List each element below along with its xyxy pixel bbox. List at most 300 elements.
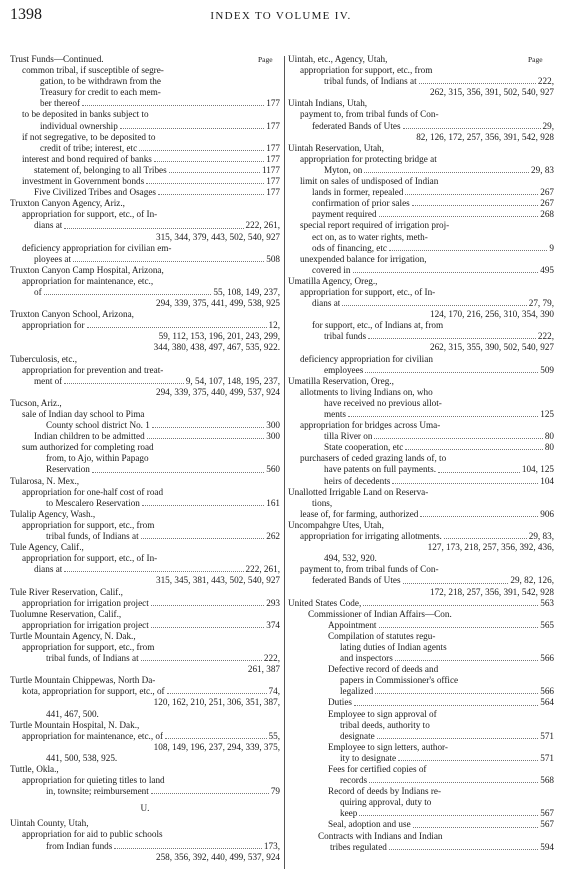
dot-leader bbox=[364, 171, 529, 173]
page-reference: 300 bbox=[266, 420, 280, 431]
index-entry-line: purchasers of ceded grazing lands of, to bbox=[300, 453, 447, 464]
index-entry-row bbox=[288, 686, 554, 697]
right-page-column-label: Page bbox=[528, 55, 543, 64]
index-entry-line: Tularosa, N. Mex., bbox=[10, 475, 80, 486]
entry-text: dians at bbox=[312, 298, 341, 309]
index-entry-row bbox=[10, 287, 280, 298]
dot-leader bbox=[154, 160, 264, 162]
entry-text: Duties bbox=[328, 697, 352, 708]
index-entry-line: for support, etc., of Indians at, from bbox=[312, 320, 444, 331]
page-reference: 177 bbox=[266, 153, 280, 164]
index-entry-line: Truxton Canyon School, Arizona, bbox=[10, 309, 134, 320]
page-reference: 565 bbox=[540, 619, 554, 630]
entry-text: lands in former, repealed bbox=[312, 187, 404, 198]
index-entry-line: payment to, from tribal funds of Con- bbox=[300, 109, 439, 120]
index-entry-row bbox=[288, 165, 554, 176]
index-entry-line: quiring approval, duty to bbox=[340, 797, 432, 808]
page-reference: 267 bbox=[540, 187, 554, 198]
dot-leader bbox=[420, 515, 538, 517]
page-reference: 566 bbox=[540, 653, 554, 664]
entry-text: confirmation of prior sales bbox=[312, 198, 410, 209]
entry-text: covered in bbox=[312, 264, 351, 275]
index-entry-line: Defective record of deeds and bbox=[328, 664, 439, 675]
index-entry-line: Unallotted Irrigable Land on Reserva- bbox=[288, 486, 429, 497]
index-entry-row bbox=[288, 620, 554, 631]
index-entry-line: appropriation for support, etc., of In- bbox=[22, 553, 158, 564]
page-reference-continuation: 82, 126, 172, 257, 356, 391, 542, 928 bbox=[416, 131, 554, 142]
index-entry-line: appropriation for aid to public schools bbox=[22, 829, 163, 840]
page-reference: 568 bbox=[540, 775, 554, 786]
page-reference-continuation: 59, 112, 153, 196, 201, 243, 299, bbox=[158, 331, 280, 342]
index-entry-line: sale of Indian day school to Pima bbox=[22, 409, 145, 419]
page-reference: 268 bbox=[540, 209, 554, 220]
index-entry-line: Turtle Mountain Chippewas, North Da- bbox=[10, 675, 156, 686]
index-entry-line: Fees for certified copies of bbox=[328, 764, 427, 774]
index-entry-line: from, to Ajo, within Papago bbox=[46, 453, 149, 464]
entry-text: ment of bbox=[34, 375, 63, 386]
index-entry-line: appropriation for support, etc., from bbox=[22, 519, 155, 530]
dot-leader bbox=[82, 104, 264, 106]
entry-text: legalized bbox=[340, 686, 374, 697]
page-reference: 222, 261, bbox=[245, 220, 280, 231]
index-entry-line: Uintah Reservation, Utah, bbox=[288, 142, 384, 153]
entry-text: records bbox=[340, 775, 368, 786]
entry-text: dians at bbox=[34, 564, 63, 575]
index-entry-line: Umatilla Agency, Oreg., bbox=[288, 275, 378, 286]
index-entry-row bbox=[10, 154, 280, 165]
page-reference: 27, 79, bbox=[528, 298, 554, 309]
index-entry-row bbox=[288, 187, 554, 198]
page-reference: 177 bbox=[266, 98, 280, 109]
entry-text: investment in Government bonds bbox=[22, 176, 145, 187]
page-reference: 177 bbox=[266, 120, 280, 131]
dot-leader bbox=[158, 193, 264, 195]
index-entry-row bbox=[288, 464, 554, 475]
index-entry-row bbox=[10, 564, 280, 575]
index-entry-line: appropriation for support, etc., of In- bbox=[300, 286, 436, 297]
index-entry-row bbox=[10, 254, 280, 265]
index-entry-line: Truxton Canyon Agency, Ariz., bbox=[10, 198, 125, 209]
dot-leader bbox=[120, 127, 264, 129]
index-entry-line: papers in Commissioner's office bbox=[340, 675, 459, 686]
entry-text: State cooperation, etc bbox=[324, 442, 404, 453]
index-entry-line: special report required of irrigation proj- bbox=[300, 220, 450, 231]
index-entry-line: lating duties of Indian agents bbox=[340, 641, 447, 652]
page-reference: 104, 125 bbox=[521, 464, 554, 475]
index-entry-line: appropriation for maintenance, etc., bbox=[22, 275, 154, 286]
index-entry-line: Treasury for credit to each mem- bbox=[40, 87, 161, 98]
page-reference-continuation: 344, 380, 438, 497, 467, 535, 922. bbox=[153, 342, 280, 353]
entry-text: tribes regulated bbox=[330, 841, 387, 852]
page-reference: 906 bbox=[540, 508, 554, 519]
entry-text: tribal funds, of Indians at bbox=[324, 76, 417, 87]
dot-leader bbox=[151, 604, 264, 606]
dot-leader bbox=[419, 82, 536, 84]
page-reference: 55, 108, 149, 237, bbox=[213, 286, 280, 297]
index-entry-row bbox=[10, 376, 280, 387]
index-entry-row bbox=[288, 598, 554, 609]
dot-leader bbox=[403, 582, 509, 584]
index-entry-line: appropriation for support, etc., from bbox=[300, 65, 433, 76]
dot-leader bbox=[141, 659, 262, 661]
index-entry-row bbox=[288, 198, 554, 209]
index-entry-line: 494, 532, 920. bbox=[324, 553, 377, 564]
index-entry-line: Turtle Mountain Hospital, N. Dak., bbox=[10, 719, 140, 730]
index-entry-row bbox=[288, 298, 554, 309]
page-reference: 80 bbox=[544, 442, 554, 453]
entry-text: to Mescalero Reservation bbox=[46, 497, 140, 508]
page-reference: 125 bbox=[540, 409, 554, 419]
entry-text: appropriation for irrigating allotments. bbox=[300, 531, 442, 542]
index-entry-row bbox=[288, 76, 554, 87]
index-entry-line: limit on sales of undisposed of Indian bbox=[300, 176, 439, 187]
index-entry-line: Turtle Mountain Agency, N. Dak., bbox=[10, 630, 136, 641]
index-entry-line: tribal deeds, authority to bbox=[340, 719, 430, 730]
index-entry-line: Tucson, Ariz., bbox=[10, 397, 62, 408]
index-entry-line: appropriation for prevention and treat- bbox=[22, 364, 164, 375]
entry-text: appropriation for maintenance, etc., of bbox=[22, 730, 164, 741]
index-entry-line: Employee to sign letters, author- bbox=[328, 741, 448, 752]
dot-leader bbox=[413, 826, 539, 828]
dot-leader bbox=[403, 127, 541, 129]
index-entry-row bbox=[288, 243, 554, 254]
index-entry-line: Uintah County, Utah, bbox=[10, 818, 89, 829]
entry-text: payment required bbox=[312, 209, 377, 220]
entry-text: Reservation bbox=[46, 464, 90, 475]
page-reference: 55, bbox=[268, 730, 280, 741]
dot-leader bbox=[389, 249, 547, 251]
index-entry-line: Contracts with Indians and Indian bbox=[318, 830, 443, 841]
page-reference: 9 bbox=[549, 242, 554, 253]
index-entry-row bbox=[10, 786, 280, 797]
index-entry-line: appropriation for one-half cost of road bbox=[22, 486, 164, 497]
page-reference: 564 bbox=[540, 697, 554, 708]
page-reference: 29, bbox=[542, 120, 554, 131]
entry-text: dians at bbox=[34, 220, 63, 231]
entry-text: United States Code, bbox=[288, 597, 362, 608]
page-reference-continuation: 315, 344, 379, 443, 502, 540, 927 bbox=[155, 231, 280, 242]
column-divider bbox=[284, 56, 285, 869]
page-reference-continuation: 294, 339, 375, 441, 499, 538, 925 bbox=[155, 298, 280, 309]
index-entry-row bbox=[10, 620, 280, 631]
entry-text: Five Civilized Tribes and Osages bbox=[34, 187, 156, 198]
page-reference: 79 bbox=[270, 786, 280, 797]
index-entry-line: Trust Funds—Continued. bbox=[10, 54, 104, 64]
index-entry-line: Compilation of statutes regu- bbox=[328, 630, 436, 641]
entry-text: and inspectors bbox=[340, 653, 393, 664]
index-entry-line: 441, 467, 500. bbox=[46, 708, 99, 719]
page-header bbox=[10, 6, 552, 32]
page-reference: 571 bbox=[540, 752, 554, 763]
page-reference: 161 bbox=[266, 497, 280, 508]
index-entry-line: Tule Agency, Calif., bbox=[10, 542, 84, 553]
page-reference-continuation: 127, 173, 218, 257, 356, 392, 436, bbox=[427, 542, 554, 553]
index-entry-row bbox=[288, 775, 554, 786]
page-reference-continuation: 315, 345, 381, 443, 502, 540, 927 bbox=[155, 575, 280, 586]
dot-leader bbox=[147, 437, 264, 439]
index-entry-row bbox=[288, 697, 554, 708]
entry-text: kota, appropriation for support, etc., of bbox=[22, 686, 165, 697]
page-reference: 29, 83 bbox=[531, 164, 554, 175]
index-entry-row bbox=[10, 686, 280, 697]
index-entry-line: deficiency appropriation for civilian em- bbox=[22, 242, 172, 253]
index-entry-row bbox=[288, 653, 554, 664]
page-reference: 374 bbox=[266, 619, 280, 630]
page-reference: 594 bbox=[540, 841, 554, 852]
page-reference: 560 bbox=[266, 464, 280, 475]
index-entry-row bbox=[10, 420, 280, 431]
page-reference: 563 bbox=[540, 597, 554, 608]
dot-leader bbox=[389, 848, 538, 850]
dot-leader bbox=[342, 304, 526, 306]
entry-text: appropriation for irrigation project bbox=[22, 619, 149, 630]
entry-text: tribal funds bbox=[324, 331, 367, 342]
dot-leader bbox=[392, 482, 538, 484]
page-reference: 222, bbox=[537, 76, 554, 87]
page-reference: 566 bbox=[540, 686, 554, 697]
entry-text: heirs of decedents bbox=[324, 475, 391, 486]
entry-text: ity to designate bbox=[340, 752, 397, 763]
entry-text: of bbox=[34, 286, 42, 297]
index-entry-line: Umatilla Reservation, Oreg., bbox=[288, 375, 394, 386]
page-reference: 177 bbox=[266, 142, 280, 153]
dot-leader bbox=[359, 814, 538, 816]
dot-leader bbox=[395, 659, 538, 661]
page-reference: 74, bbox=[268, 686, 280, 697]
index-entry-line: Uintah Indians, Utah, bbox=[288, 98, 368, 109]
dot-leader bbox=[444, 537, 527, 539]
index-entry-line: Tuttle, Okla., bbox=[10, 764, 59, 774]
index-entry-row bbox=[288, 331, 554, 342]
index-entry-row bbox=[288, 365, 554, 376]
entry-text: federated Bands of Utes bbox=[312, 120, 401, 131]
index-entry-row bbox=[10, 841, 280, 852]
page-reference-continuation: 262, 315, 356, 391, 502, 540, 927 bbox=[429, 87, 554, 98]
entry-text: ods of financing, etc bbox=[312, 242, 388, 253]
index-entry-line: have received no previous allot- bbox=[324, 397, 442, 408]
page-reference: 300 bbox=[266, 431, 280, 442]
entry-text: lease of, for farming, authorized bbox=[300, 508, 419, 519]
dot-leader bbox=[142, 504, 264, 506]
page-reference: 222, bbox=[537, 331, 554, 342]
index-entry-line: Uncompahgre Utes, Utah, bbox=[288, 519, 384, 530]
page-reference-continuation: 124, 170, 216, 256, 310, 354, 390 bbox=[429, 309, 554, 320]
page-reference: 495 bbox=[540, 264, 554, 275]
page-reference: 177 bbox=[266, 187, 280, 198]
index-entry-line: Tuolumne Reservation, Calif., bbox=[10, 608, 122, 619]
index-entry-row bbox=[288, 121, 554, 132]
dot-leader bbox=[379, 626, 539, 628]
dot-leader bbox=[365, 371, 538, 373]
page-reference: 222, bbox=[263, 653, 280, 664]
entry-text: from Indian funds bbox=[46, 840, 113, 851]
dot-leader bbox=[354, 704, 538, 706]
dot-leader bbox=[114, 847, 262, 849]
index-entry-line: Uintah, etc., Agency, Utah, bbox=[288, 54, 388, 64]
entry-text: designate bbox=[340, 730, 375, 741]
index-entry-row bbox=[10, 143, 280, 154]
dot-leader bbox=[438, 471, 520, 473]
index-entry-row bbox=[10, 320, 280, 331]
dot-leader bbox=[377, 737, 539, 739]
index-entry-line: common tribal, if susceptible of segre- bbox=[22, 65, 164, 76]
page-reference: 80 bbox=[544, 431, 554, 442]
dot-leader bbox=[64, 382, 184, 384]
page-reference: 1177 bbox=[261, 164, 280, 175]
index-entry-line: ect on, as to water rights, meth- bbox=[312, 231, 428, 242]
index-entry-line: Record of deeds by Indians re- bbox=[328, 786, 442, 797]
page-reference: 222, 261, bbox=[245, 564, 280, 575]
index-entry-row bbox=[288, 209, 554, 220]
index-entry-row bbox=[10, 598, 280, 609]
index-entry-line: if not segregative, to be deposited to bbox=[22, 131, 156, 142]
dot-leader bbox=[379, 215, 539, 217]
index-entry-line: Tulalip Agency, Wash., bbox=[10, 508, 96, 519]
entry-text: Indian children to be admitted bbox=[34, 431, 145, 442]
entry-text: statement of, belonging to all Tribes bbox=[34, 164, 167, 175]
dot-leader bbox=[146, 182, 264, 184]
index-entry-row bbox=[10, 176, 280, 187]
entry-text: have patents on full payments. bbox=[324, 464, 437, 475]
index-entry-row bbox=[288, 409, 554, 420]
left-index-column bbox=[10, 54, 280, 863]
page-reference: 567 bbox=[540, 808, 554, 819]
index-entry-line: sum authorized for completing road bbox=[22, 442, 154, 453]
entry-text: credit of tribe; interest, etc bbox=[40, 142, 138, 153]
index-entry-line: 441, 500, 538, 925. bbox=[46, 752, 118, 763]
index-entry-row bbox=[288, 431, 554, 442]
dot-leader bbox=[44, 293, 212, 295]
entry-text: appropriation for bbox=[22, 320, 85, 331]
page-reference: 12, bbox=[268, 320, 280, 331]
index-entry-line: gation, to be withdrawn from the bbox=[40, 76, 161, 87]
entry-text: ployees at bbox=[34, 253, 71, 264]
index-entry-line: appropriation for support, etc., from bbox=[22, 641, 155, 652]
dot-leader bbox=[368, 337, 536, 339]
page-reference-continuation: 261, 387 bbox=[247, 664, 280, 675]
dot-leader bbox=[374, 437, 542, 439]
page-reference-continuation: 120, 162, 210, 251, 306, 351, 387, bbox=[153, 697, 280, 708]
page-reference: 9, 54, 107, 148, 195, 237, bbox=[185, 375, 280, 386]
index-entry-line: deficiency appropriation for civilian bbox=[300, 353, 433, 364]
dot-leader bbox=[353, 271, 539, 273]
index-entry-row bbox=[288, 753, 554, 764]
index-entry-line: appropriation for quieting titles to land bbox=[22, 775, 165, 786]
entry-text: County school district No. 1 bbox=[46, 420, 150, 431]
index-entry-row bbox=[288, 476, 554, 487]
entry-text: tilla River on bbox=[324, 431, 373, 442]
entry-text: Myton, on bbox=[324, 164, 363, 175]
index-entry-line: Commissioner of Indian Affairs—Con. bbox=[308, 608, 452, 619]
index-entry-line: Tule River Reservation, Calif., bbox=[10, 586, 123, 597]
index-entry-line: appropriation for support, etc., of In- bbox=[22, 209, 158, 220]
dot-leader bbox=[165, 737, 266, 739]
index-entry-row bbox=[288, 265, 554, 276]
dot-leader bbox=[151, 626, 264, 628]
left-page-column-label: Page bbox=[258, 55, 273, 64]
dot-leader bbox=[64, 227, 243, 229]
index-entry-row bbox=[10, 98, 280, 109]
page-reference: 571 bbox=[540, 730, 554, 741]
index-entry-row bbox=[10, 464, 280, 475]
entry-text: tribal funds, of Indians at bbox=[46, 531, 139, 542]
dot-leader bbox=[141, 537, 265, 539]
index-entry-line: allotments to living Indians on, who bbox=[300, 386, 433, 397]
index-entry-row bbox=[10, 187, 280, 198]
entry-text: ber thereof bbox=[40, 98, 81, 109]
entry-text: in, townsite; reimbursement bbox=[46, 786, 149, 797]
page-reference: 173, bbox=[263, 840, 280, 851]
dot-leader bbox=[152, 426, 264, 428]
dot-leader bbox=[73, 260, 264, 262]
page-reference: 29, 83, bbox=[528, 531, 554, 542]
page-reference: 177 bbox=[266, 176, 280, 187]
index-entry-line: Tuberculosis, etc., bbox=[10, 353, 78, 364]
running-title: INDEX TO VOLUME IV. bbox=[210, 10, 352, 22]
page-reference-continuation: 294, 339, 375, 440, 499, 537, 924 bbox=[155, 386, 280, 397]
page-reference: 267 bbox=[540, 198, 554, 209]
dot-leader bbox=[151, 792, 269, 794]
dot-leader bbox=[169, 171, 260, 173]
index-entry-line: unexpended balance for irrigation, bbox=[300, 253, 427, 264]
entry-text: ments bbox=[324, 409, 346, 419]
page-reference-continuation: 262, 315, 355, 390, 502, 540, 927 bbox=[429, 342, 554, 353]
page-reference: 567 bbox=[540, 819, 554, 830]
index-entry-row bbox=[288, 731, 554, 742]
dot-leader bbox=[92, 471, 264, 473]
dot-leader bbox=[348, 415, 538, 417]
entry-text: federated Bands of Utes bbox=[312, 575, 401, 586]
entry-text: keep bbox=[340, 808, 358, 819]
entry-text: individual ownership bbox=[40, 120, 118, 131]
dot-leader bbox=[398, 759, 538, 761]
page-reference: 293 bbox=[266, 597, 280, 608]
index-entry-line: payment to, from tribal funds of Con- bbox=[300, 564, 439, 575]
right-index-column bbox=[288, 54, 554, 853]
dot-leader bbox=[87, 326, 267, 328]
index-entry-line: Truxton Canyon Camp Hospital, Arizona, bbox=[10, 264, 164, 275]
index-entry-row bbox=[10, 653, 280, 664]
index-entry-line: appropriation for bridges across Uma- bbox=[300, 420, 441, 431]
page-reference: 508 bbox=[266, 253, 280, 264]
index-entry-line: tions, bbox=[312, 497, 333, 508]
index-entry-row bbox=[288, 819, 554, 830]
index-entry-row bbox=[10, 165, 280, 176]
entry-text: interest and bond required of banks bbox=[22, 153, 152, 164]
entry-text: appropriation for irrigation project bbox=[22, 597, 149, 608]
page-reference: 509 bbox=[540, 364, 554, 375]
entry-text: Seal, adoption and use bbox=[328, 819, 411, 830]
entry-text: Appointment bbox=[328, 619, 377, 630]
dot-leader bbox=[375, 692, 538, 694]
index-entry-row bbox=[288, 531, 554, 542]
index-entry-row bbox=[288, 509, 554, 520]
page-reference-continuation: 172, 218, 257, 356, 391, 542, 928 bbox=[429, 586, 554, 597]
index-entry-row bbox=[288, 575, 554, 586]
index-entry-row bbox=[288, 442, 554, 453]
index-entry-line: Employee to sign approval of bbox=[328, 708, 437, 719]
index-entry-row bbox=[10, 220, 280, 231]
index-entry-line: to be deposited in banks subject to bbox=[22, 109, 149, 120]
index-entry-row bbox=[288, 808, 554, 819]
index-entry-row bbox=[10, 121, 280, 132]
dot-leader bbox=[369, 781, 538, 783]
index-entry-line: appropriation for protecting bridge at bbox=[300, 153, 437, 164]
page-reference-continuation: 258, 356, 392, 440, 499, 537, 924 bbox=[155, 851, 280, 862]
dot-leader bbox=[64, 570, 243, 572]
index-entry-row bbox=[288, 842, 554, 853]
dot-leader bbox=[405, 448, 542, 450]
